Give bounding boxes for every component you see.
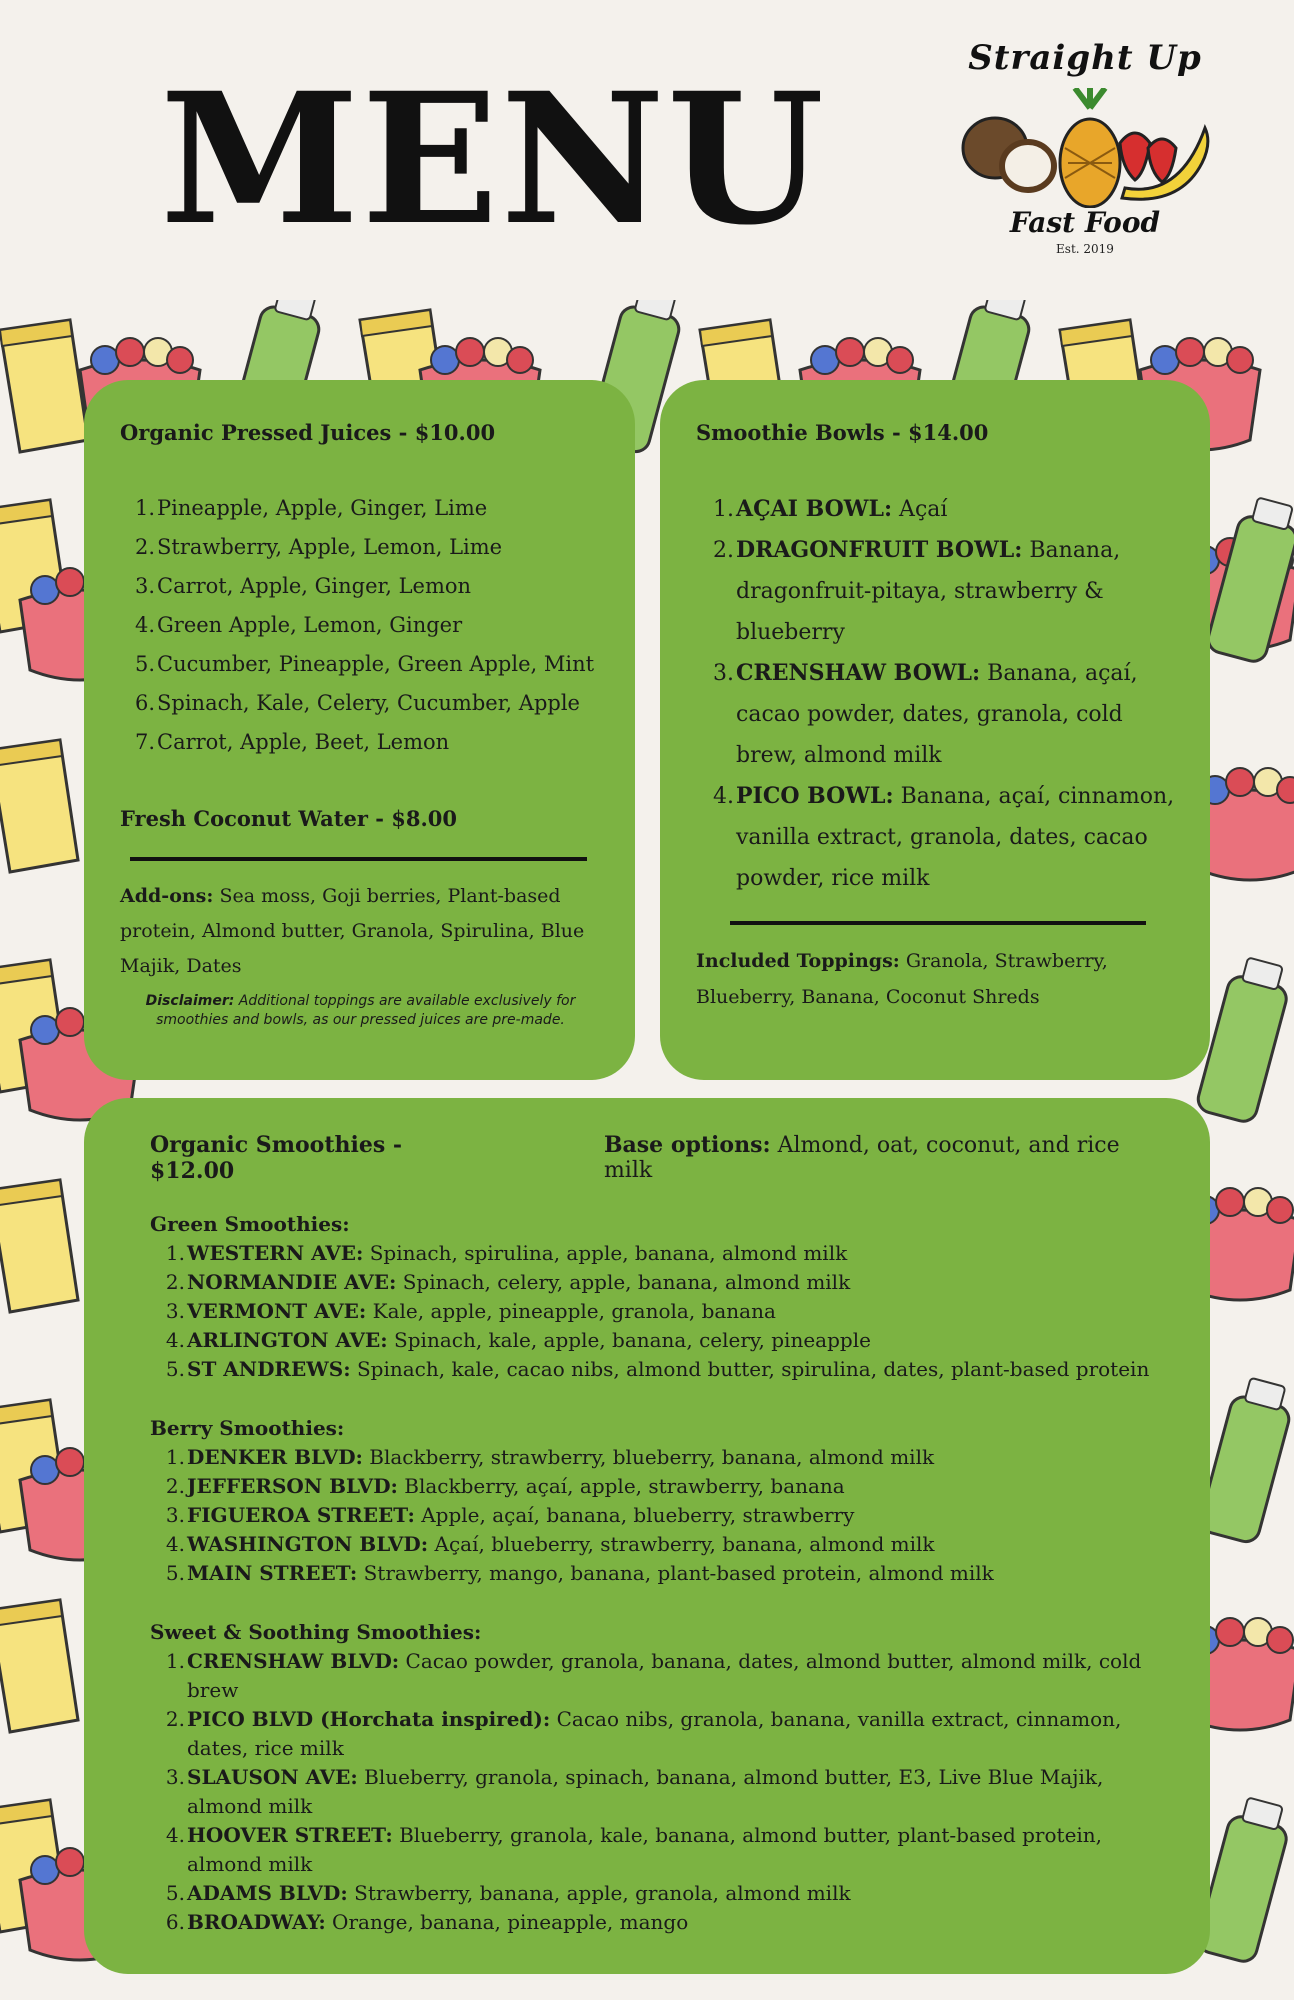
list-item: 2. PICO BLVD (Horchata inspired): Cacao nibs, granola, banana, vanilla extract, cinnamon, dates, rice milk (165, 1707, 1122, 1760)
list-item: 1. WESTERN AVE: Spinach, spirulina, apple, banana, almond milk (165, 1241, 848, 1265)
list-item: 1. AÇAI BOWL: Açaí (713, 496, 948, 522)
addons-text: Add-ons: Sea moss, Goji berries, Plant-based protein, Almond butter, Granola, Spirulina, Blue Majik, Dates (120, 885, 585, 977)
berry-smoothies-list (150, 1443, 1170, 1588)
list-item: 5. Cucumber, Pineapple, Green Apple, Mint (134, 652, 595, 676)
list-item: 4. HOOVER STREET: Blueberry, granola, kale, banana, almond butter, plant-based protein, almond milk (165, 1823, 1103, 1876)
bowls-list (696, 489, 1176, 899)
juices-list (120, 489, 601, 762)
smoothies-header (150, 1132, 1170, 1184)
divider (730, 921, 1146, 925)
list-item: 6. BROADWAY: Orange, banana, pineapple, mango (165, 1910, 689, 1934)
berry-smoothies-title: Berry Smoothies: (150, 1416, 345, 1440)
list-item: 3. VERMONT AVE: Kale, apple, pineapple, granola, banana (165, 1299, 776, 1323)
brand-logo (950, 38, 1220, 268)
green-smoothies-list (150, 1239, 1170, 1384)
list-item: 3. SLAUSON AVE: Blueberry, granola, spinach, banana, almond butter, E3, Live Blue Majik, almond milk (165, 1765, 1104, 1818)
sweet-smoothies-title: Sweet & Soothing Smoothies: (150, 1620, 482, 1644)
disclaimer-text: Disclaimer: Additional toppings are available exclusively for smoothies and bowls, as our pressed juices are pre-made. (145, 993, 576, 1028)
bowls-heading: Smoothie Bowls - $14.00 (696, 420, 989, 445)
list-item: 4. ARLINGTON AVE: Spinach, kale, apple, banana, celery, pineapple (165, 1328, 871, 1352)
list-item: 3. Carrot, Apple, Ginger, Lemon (134, 574, 472, 598)
smoothie-bowls-card (660, 380, 1210, 1080)
organic-smoothies-card (84, 1098, 1210, 1974)
list-item: 2. JEFFERSON BLVD: Blackberry, açaí, apple, strawberry, banana (165, 1474, 845, 1498)
list-item: 2. Strawberry, Apple, Lemon, Lime (134, 535, 503, 559)
list-item: 2. DRAGONFRUIT BOWL: Banana, dragonfruit-pitaya, strawberry & blueberry (713, 537, 1121, 645)
divider (130, 857, 587, 861)
list-item: 6. Spinach, Kale, Celery, Cucumber, Apple (134, 691, 580, 715)
list-item: 5. ST ANDREWS: Spinach, kale, cacao nibs, almond butter, spirulina, dates, plant-based protein (165, 1357, 1150, 1381)
list-item: 1. DENKER BLVD: Blackberry, strawberry, blueberry, banana, almond milk (165, 1445, 935, 1469)
juices-heading: Organic Pressed Juices - $10.00 (120, 420, 496, 445)
list-item: 1. CRENSHAW BLVD: Cacao powder, granola, banana, dates, almond butter, almond milk, cold brew (165, 1649, 1142, 1702)
fruit-illustration (950, 88, 1220, 208)
page-title: MENU (160, 54, 826, 265)
green-smoothies-title: Green Smoothies: (150, 1212, 350, 1236)
list-item: 5. ADAMS BLVD: Strawberry, banana, apple, granola, almond milk (165, 1881, 851, 1905)
list-item: 4. WASHINGTON BLVD: Açaí, blueberry, strawberry, banana, almond milk (165, 1532, 935, 1556)
coconut-water-heading: Fresh Coconut Water - $8.00 (120, 806, 458, 831)
pressed-juices-card (84, 380, 635, 1080)
logo-bottom-text: Fast Food (1009, 206, 1161, 239)
list-item: 3. CRENSHAW BOWL: Banana, açaí, cacao powder, dates, granola, cold brew, almond milk (713, 660, 1138, 768)
base-options-text: Base options: Almond, oat, coconut, and rice milk (603, 1132, 1120, 1183)
list-item: 7. Carrot, Apple, Beet, Lemon (134, 730, 450, 754)
list-item: 3. FIGUEROA STREET: Apple, açaí, banana, blueberry, strawberry (165, 1503, 855, 1527)
logo-top-text: Straight Up (968, 38, 1202, 78)
list-item: 2. NORMANDIE AVE: Spinach, celery, apple, banana, almond milk (165, 1270, 851, 1294)
list-item: 4. Green Apple, Lemon, Ginger (134, 613, 463, 637)
list-item: 4. PICO BOWL: Banana, açaí, cinnamon, vanilla extract, granola, dates, cacao powder, rice milk (713, 783, 1175, 891)
smoothies-heading: Organic Smoothies - $12.00 (150, 1132, 403, 1184)
list-item: 1. Pineapple, Apple, Ginger, Lime (134, 496, 488, 520)
logo-est-text: Est. 2019 (1056, 242, 1114, 256)
sweet-smoothies-list (150, 1647, 1170, 1937)
included-toppings-text: Included Toppings: Granola, Strawberry, Blueberry, Banana, Coconut Shreds (696, 950, 1108, 1008)
list-item: 5. MAIN STREET: Strawberry, mango, banana, plant-based protein, almond milk (165, 1561, 994, 1585)
